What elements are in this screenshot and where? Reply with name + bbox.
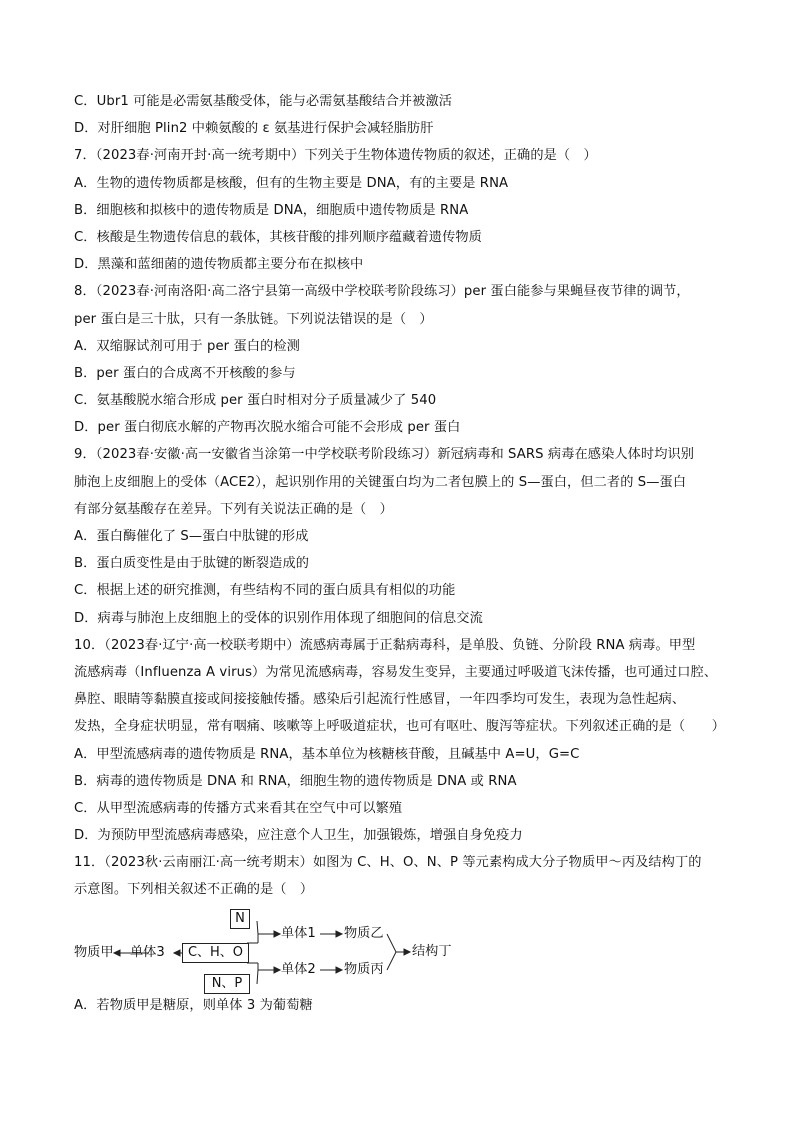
label-substance-bing: 物质丙	[344, 961, 384, 977]
text-line: 鼻腔、眼睛等黏膜直接或间接接触传播。感染后引起流行性感冒，一年四季均可发生，表现为急性起病、	[74, 692, 686, 708]
text-line: 肺泡上皮细胞上的受体（ACE2），起识别作用的关键蛋白均为二者包膜上的 S—蛋白，但二者的 S—蛋白	[74, 474, 687, 490]
text-line: D．per 蛋白彻底水解的产物再次脱水缩合可能不会形成 per 蛋白	[74, 420, 461, 436]
text-line: C．核酸是生物遗传信息的载体，其核苷酸的排列顺序蕴藏着遗传物质	[74, 229, 482, 245]
text-line: D．为预防甲型流感病毒感染，应注意个人卫生，加强锻炼，增强自身免疫力	[74, 828, 523, 844]
question-text-block	[74, 88, 734, 904]
label-substance-yi: 物质乙	[344, 925, 384, 941]
option-line: A．若物质甲是糖原，则单体 3 为葡萄糖	[74, 997, 313, 1013]
text-line: 8．（2023春·河南洛阳·高二洛宁县第一高级中学校联考阶段练习）per 蛋白能参与果蝇昼夜节律的调节，	[74, 284, 690, 300]
text-line: 流感病毒（Influenza A virus）为常见流感病毒，容易发生变异，主要通过呼吸道飞沫传播，也可通过口腔、	[74, 664, 718, 680]
label-substance-jia: 物质甲	[74, 944, 114, 960]
text-line: C．从甲型流感病毒的传播方式来看其在空气中可以繁殖	[74, 800, 403, 816]
label-structure-ding: 结构丁	[412, 943, 452, 959]
text-line: B．病毒的遗传物质是 DNA 和 RNA，细胞生物的遗传物质是 DNA 或 RNA	[74, 773, 517, 789]
document-page	[74, 88, 734, 1019]
text-line: C．Ubr1 可能是必需氨基酸受体，能与必需氨基酸结合并被激活	[74, 94, 453, 109]
box-elements-cho: C、H、O	[182, 943, 249, 963]
label-monomer-2: 单体2	[281, 961, 316, 977]
text-line: 9．（2023春·安徽·高一安徽省当涂第一中学校联考阶段练习）新冠病毒和 SARS 病毒在感染人体时均识别	[74, 447, 695, 463]
text-line: B．per 蛋白的合成离不开核酸的参与	[74, 365, 296, 381]
text-line: 发热，全身症状明显，常有咽痛、咳嗽等上呼吸道症状，也可有呕吐、腹泻等症状。下列叙述正确的是（ ）	[74, 719, 726, 735]
text-line: A．甲型流感病毒的遗传物质是 RNA，基本单位为核糖核苷酸，且碱基中 A=U，G=C	[74, 746, 580, 762]
text-line: 有部分氨基酸存在差异。下列有关说法正确的是（ ）	[74, 501, 393, 517]
text-line: D．黑藻和蓝细菌的遗传物质都主要分布在拟核中	[74, 257, 364, 273]
box-elements-np: N、P	[204, 974, 250, 994]
text-line: A．生物的遗传物质都是核酸，但有的生物主要是 DNA，有的主要是 RNA	[74, 175, 509, 191]
text-line: B．细胞核和拟核中的遗传物质是 DNA，细胞质中遗传物质是 RNA	[74, 202, 469, 218]
diagram-arrows	[74, 904, 734, 992]
text-line: D．病毒与肺泡上皮细胞上的受体的识别作用体现了细胞间的信息交流	[74, 610, 483, 626]
text-line: 7．（2023春·河南开封·高一统考期中）下列关于生物体遗传物质的叙述，正确的是（ ）	[74, 148, 597, 164]
element-composition-diagram	[74, 904, 734, 992]
text-line: per 蛋白是三十肽，只有一条肽链。下列说法错误的是（ ）	[74, 311, 433, 327]
text-line: C．根据上述的研究推测，有些结构不同的蛋白质具有相似的功能	[74, 583, 456, 599]
text-line: 示意图。下列相关叙述不正确的是（ ）	[74, 882, 314, 898]
text-line: D．对肝细胞 Plin2 中赖氨酸的 ε 氨基进行保护会减轻脂肪肝	[74, 121, 434, 137]
label-monomer-1: 单体1	[281, 925, 316, 941]
text-line: B．蛋白质变性是由于肽键的断裂造成的	[74, 556, 310, 572]
box-element-n: N	[230, 909, 250, 929]
text-line: A．蛋白酶催化了 S—蛋白中肽键的形成	[74, 529, 309, 544]
text-line: 10．（2023春·辽宁·高一校联考期中）流感病毒属于正黏病毒科，是单股、负链、分阶段 RNA 病毒。甲型	[74, 637, 696, 653]
text-line: A．双缩脲试剂可用于 per 蛋白的检测	[74, 338, 300, 354]
label-monomer-3: 单体3	[130, 944, 165, 960]
text-line: C．氨基酸脱水缩合形成 per 蛋白时相对分子质量减少了 540	[74, 393, 437, 409]
text-line: 11．（2023秋·云南丽江·高一统考期末）如图为 C、H、O、N、P 等元素构成大分子物质甲～丙及结构丁的	[74, 855, 702, 871]
